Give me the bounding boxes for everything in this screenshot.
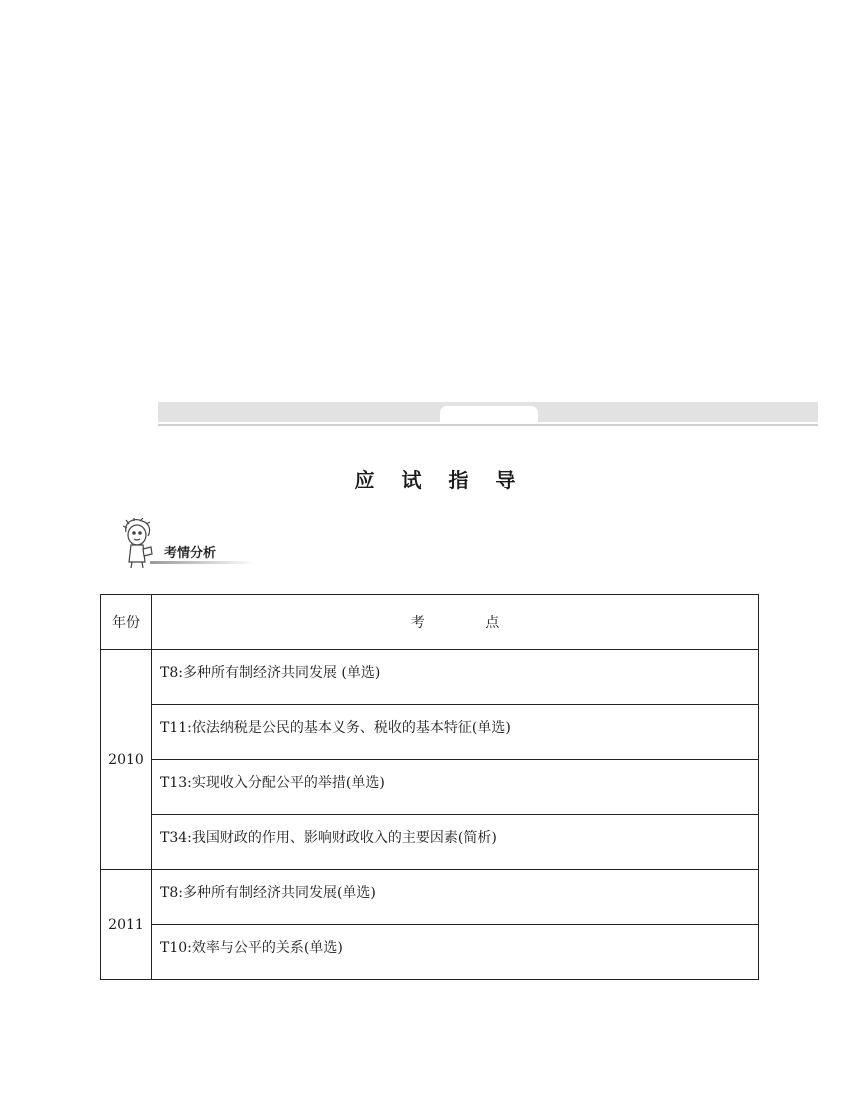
point-cell: [152, 815, 759, 870]
point-text: T8:多种所有制经济共同发展 (单选): [160, 665, 381, 681]
point-cell: [152, 870, 759, 925]
point-cell: [152, 650, 759, 705]
table-row: [101, 650, 759, 705]
point-text: T13:实现收入分配公平的举措(单选): [160, 775, 385, 791]
table-row: [101, 870, 759, 925]
table-row: [101, 760, 759, 815]
header-band-line: [158, 424, 818, 426]
point-text: T34:我国财政的作用、影响财政收入的主要因素(简析): [160, 830, 497, 846]
header-band-tab: [440, 406, 538, 424]
header-year: 年份: [101, 595, 152, 650]
point-cell: [152, 705, 759, 760]
point-text: T10:效率与公平的关系(单选): [160, 940, 343, 956]
point-cell: [152, 760, 759, 815]
table-header-row: [101, 595, 759, 650]
point-text: T11:依法纳税是公民的基本义务、税收的基本特征(单选): [160, 720, 511, 736]
point-cell: [152, 925, 759, 980]
page-title: 应 试 指 导: [354, 468, 526, 492]
year-cell: 2011: [101, 870, 152, 980]
table-row: [101, 705, 759, 760]
header-band: [158, 402, 818, 424]
point-text: T8:多种所有制经济共同发展(单选): [160, 885, 376, 901]
header-points: 考 点: [152, 595, 759, 650]
section-underline: [150, 561, 256, 564]
table-row: [101, 815, 759, 870]
table-row: [101, 925, 759, 980]
section-heading: 考情分析: [164, 546, 217, 561]
exam-analysis-table: [100, 594, 759, 980]
year-cell: 2010: [101, 650, 152, 870]
